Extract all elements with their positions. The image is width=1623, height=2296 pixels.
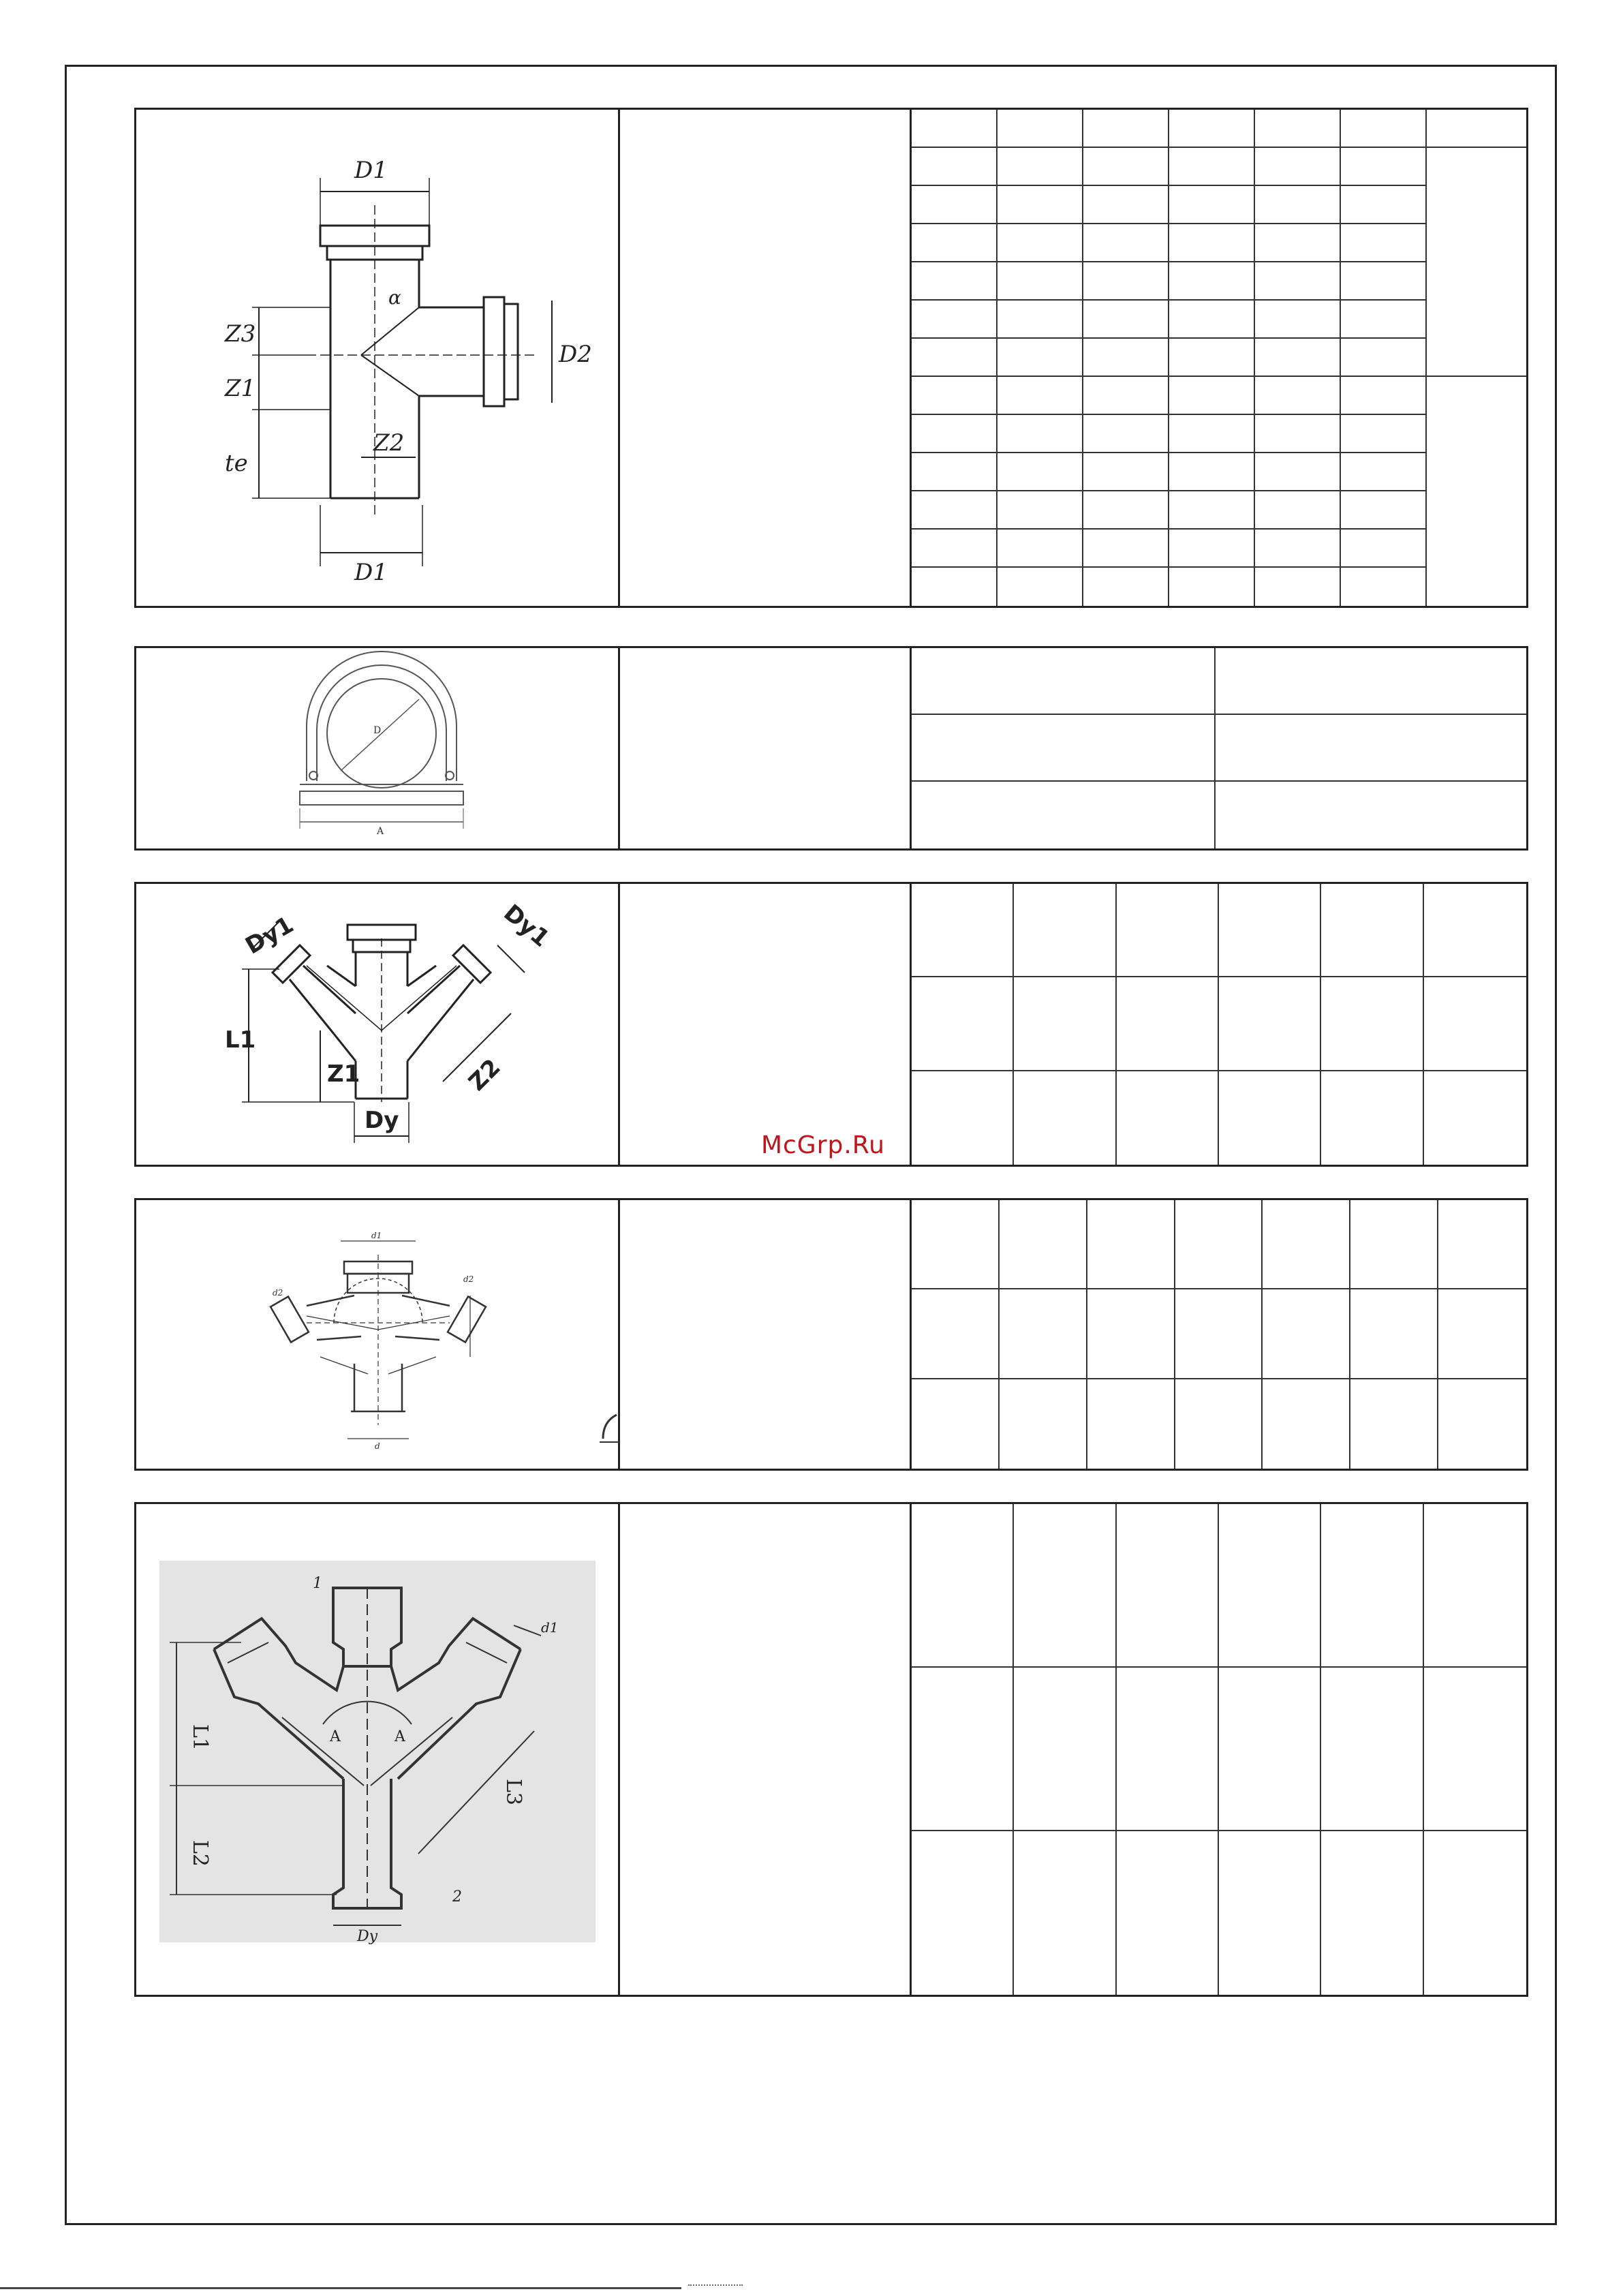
table-cell — [998, 224, 1083, 262]
table-cell — [1424, 1504, 1526, 1668]
table-cell — [1427, 110, 1526, 148]
table-cell — [1000, 1289, 1087, 1379]
table-cell — [1083, 262, 1169, 301]
tee-label-d1-top: D1 — [354, 157, 388, 184]
table-cell — [1219, 977, 1321, 1071]
cross-y-label-dy: Dy — [365, 1107, 399, 1134]
section-y-double — [134, 1502, 1528, 1997]
table-cell — [1083, 148, 1169, 186]
table-cell — [1083, 110, 1169, 148]
table-cell — [1350, 1379, 1438, 1469]
table-cell — [1219, 884, 1321, 977]
table-cell — [1169, 377, 1255, 415]
y-double-description-cell — [620, 1504, 912, 1995]
cross-small-image-cell — [136, 1200, 620, 1469]
table-cell — [998, 415, 1083, 453]
table-cell — [1321, 1071, 1423, 1165]
table-cell — [1014, 1071, 1116, 1165]
cross-small-description-cell — [620, 1200, 912, 1469]
table-cell — [1117, 1831, 1219, 1995]
table-cell — [1169, 224, 1255, 262]
tee-label-d1-bottom: D1 — [354, 559, 388, 586]
y-double-label-dy: Dy — [357, 1928, 378, 1945]
cross-y-label-l1: L1 — [225, 1026, 256, 1054]
fragment-svg — [600, 1411, 620, 1445]
table-cell — [1321, 1504, 1423, 1668]
table-cell — [1083, 415, 1169, 453]
table-cell — [912, 186, 998, 224]
cross-y-label-dy1-left: Dy1 — [241, 910, 298, 960]
table-cell — [912, 415, 998, 453]
table-cell — [1000, 1379, 1087, 1469]
table-cell — [912, 110, 998, 148]
y-double-label-l3: L3 — [501, 1779, 525, 1806]
table-cell — [1341, 491, 1427, 530]
table-cell — [912, 224, 998, 262]
table-cell — [1263, 1200, 1350, 1289]
cross-y-drawing-svg — [225, 898, 579, 1157]
section-tee — [134, 108, 1528, 608]
table-cell — [1083, 568, 1169, 606]
table-cell — [1117, 1504, 1219, 1668]
y-double-label-a-left: A — [330, 1728, 341, 1745]
table-cell — [998, 262, 1083, 301]
y-double-label-two: 2 — [452, 1888, 462, 1905]
table-cell — [1175, 1200, 1263, 1289]
table-cell — [1438, 1379, 1526, 1469]
cross-small-label-d-right: d2 — [463, 1274, 474, 1284]
table-cell — [912, 1200, 1000, 1289]
table-cell — [1321, 884, 1423, 977]
table-cell — [1169, 530, 1255, 568]
table-cell — [998, 148, 1083, 186]
watermark: McGrp.Ru — [760, 1131, 885, 1159]
table-cell — [1424, 884, 1526, 977]
table-cell — [912, 262, 998, 301]
table-cell — [1169, 415, 1255, 453]
clamp-image-cell — [136, 648, 620, 848]
table-cell — [1255, 339, 1341, 377]
tee-label-z1: Z1 — [225, 375, 256, 402]
table-cell — [1083, 453, 1169, 491]
table-cell — [912, 339, 998, 377]
tee-drawing-svg — [198, 137, 592, 587]
table-cell — [998, 453, 1083, 491]
table-cell — [1341, 415, 1427, 453]
clamp-description-cell — [620, 648, 912, 848]
table-cell — [1341, 301, 1427, 339]
y-double-label-l2: L2 — [188, 1840, 212, 1867]
y-double-label-l1: L1 — [188, 1724, 212, 1751]
table-cell — [912, 715, 1216, 782]
table-cell — [1350, 1289, 1438, 1379]
table-cell — [1341, 224, 1427, 262]
table-cell — [1014, 1504, 1116, 1668]
table-cell — [1169, 110, 1255, 148]
table-cell — [1087, 1200, 1175, 1289]
table-cell — [1175, 1379, 1263, 1469]
table-cell — [1219, 1071, 1321, 1165]
cross-y-label-z1: Z1 — [327, 1060, 360, 1088]
table-cell — [1341, 148, 1427, 186]
table-cell — [1216, 648, 1526, 715]
table-cell — [1219, 1668, 1321, 1831]
table-cell — [1263, 1379, 1350, 1469]
table-cell — [1424, 1668, 1526, 1831]
table-cell — [912, 648, 1216, 715]
table-cell — [998, 110, 1083, 148]
cross-y-drawing — [225, 898, 579, 1157]
table-cell — [1424, 1071, 1526, 1165]
clamp-drawing — [286, 652, 477, 842]
table-cell — [1169, 339, 1255, 377]
table-cell — [912, 568, 998, 606]
table-cell — [1255, 568, 1341, 606]
table-cell — [1014, 884, 1116, 977]
table-cell — [998, 301, 1083, 339]
table-cell — [1083, 491, 1169, 530]
clamp-label-a: A — [377, 826, 384, 837]
clamp-drawing-svg — [286, 652, 477, 842]
table-cell — [1424, 977, 1526, 1071]
cross-y-label-dy1-right: Dy1 — [498, 899, 555, 953]
cross-small-table — [912, 1200, 1526, 1469]
section-clamp — [134, 646, 1528, 851]
table-cell — [1169, 568, 1255, 606]
table-cell — [1014, 1831, 1116, 1995]
table-cell — [912, 1289, 1000, 1379]
tee-image-cell — [136, 110, 620, 606]
table-cell — [1341, 186, 1427, 224]
tee-label-alpha: α — [388, 286, 401, 309]
table-cell — [912, 884, 1014, 977]
cross-y-description-cell — [620, 884, 912, 1165]
table-cell — [1341, 377, 1427, 415]
table-cell — [1255, 491, 1341, 530]
tee-label-d2: D2 — [559, 341, 592, 368]
table-cell — [1083, 186, 1169, 224]
table-cell — [998, 377, 1083, 415]
table-cell — [1169, 453, 1255, 491]
table-cell — [1117, 977, 1219, 1071]
cross-small-drawing-svg — [259, 1221, 497, 1452]
y-double-label-one: 1 — [313, 1575, 322, 1592]
table-cell — [912, 1668, 1014, 1831]
cross-y-image-cell — [136, 884, 620, 1165]
tee-label-z2: Z2 — [373, 429, 405, 457]
table-cell — [1255, 186, 1341, 224]
table-cell — [998, 530, 1083, 568]
table-cell — [1087, 1289, 1175, 1379]
tee-table — [912, 110, 1526, 606]
cross-y-label-z2: Z2 — [463, 1054, 506, 1097]
table-cell — [1014, 977, 1116, 1071]
cross-small-label-d-top: d1 — [371, 1231, 382, 1240]
y-double-image-cell — [136, 1504, 620, 1995]
table-cell — [1083, 530, 1169, 568]
table-cell — [1341, 453, 1427, 491]
table-cell — [1219, 1504, 1321, 1668]
table-cell — [912, 1831, 1014, 1995]
table-cell — [912, 1379, 1000, 1469]
table-cell — [1321, 977, 1423, 1071]
table-cell — [1117, 1668, 1219, 1831]
table-cell — [1255, 377, 1341, 415]
table-cell — [1255, 415, 1341, 453]
table-cell — [1083, 339, 1169, 377]
footer-line — [0, 2287, 681, 2289]
table-cell — [1350, 1200, 1438, 1289]
section-cross-y — [134, 882, 1528, 1167]
table-cell — [1083, 224, 1169, 262]
table-cell — [1255, 301, 1341, 339]
y-double-drawing-svg — [159, 1561, 596, 1945]
table-cell — [912, 453, 998, 491]
table-cell — [1341, 262, 1427, 301]
table-cell — [1083, 377, 1169, 415]
table-cell — [998, 568, 1083, 606]
table-cell — [1424, 1831, 1526, 1995]
table-cell — [1169, 491, 1255, 530]
table-cell — [1255, 262, 1341, 301]
table-cell — [1169, 186, 1255, 224]
table-cell — [1169, 301, 1255, 339]
table-cell — [1216, 715, 1526, 782]
cross-small-label-d-left: d2 — [273, 1288, 283, 1298]
table-cell — [1175, 1289, 1263, 1379]
table-cell — [1169, 262, 1255, 301]
y-double-label-d1: d1 — [541, 1619, 559, 1636]
cross-y-table — [912, 884, 1526, 1165]
table-cell — [912, 377, 998, 415]
table-cell — [1321, 1831, 1423, 1995]
y-double-drawing — [159, 1561, 596, 1945]
table-cell — [1321, 1668, 1423, 1831]
section-cross-small — [134, 1198, 1528, 1471]
table-cell — [912, 301, 998, 339]
table-cell — [912, 530, 998, 568]
footer-dotted-mark — [688, 2284, 743, 2291]
cross-small-label-d-bottom: d — [375, 1441, 380, 1451]
table-cell — [1117, 1071, 1219, 1165]
table-cell — [1263, 1289, 1350, 1379]
table-cell — [912, 977, 1014, 1071]
table-cell — [1341, 568, 1427, 606]
table-cell — [1117, 884, 1219, 977]
table-cell — [912, 1071, 1014, 1165]
table-cell — [998, 186, 1083, 224]
tee-label-te: te — [225, 450, 248, 477]
table-cell-merged — [1427, 377, 1526, 606]
table-cell — [1255, 530, 1341, 568]
table-cell — [1438, 1289, 1526, 1379]
table-cell — [1087, 1379, 1175, 1469]
clamp-table — [912, 648, 1526, 848]
cross-small-drawing — [259, 1221, 497, 1452]
table-cell-merged — [1427, 148, 1526, 377]
table-cell — [912, 782, 1216, 848]
table-cell — [1341, 339, 1427, 377]
table-cell — [912, 491, 998, 530]
clamp-label-d: D — [373, 725, 382, 736]
table-cell — [1169, 148, 1255, 186]
tee-drawing — [198, 137, 592, 587]
table-cell — [1255, 110, 1341, 148]
table-cell — [1000, 1200, 1087, 1289]
table-cell — [998, 491, 1083, 530]
table-cell — [912, 148, 998, 186]
table-cell — [998, 339, 1083, 377]
table-cell — [1083, 301, 1169, 339]
table-cell — [1014, 1668, 1116, 1831]
table-cell — [912, 1504, 1014, 1668]
table-cell — [1438, 1200, 1526, 1289]
table-cell — [1255, 224, 1341, 262]
y-double-label-a-right: A — [395, 1728, 405, 1745]
table-cell — [1341, 110, 1427, 148]
cross-small-fragment — [600, 1411, 620, 1445]
tee-description-cell — [620, 110, 912, 606]
table-cell — [1216, 782, 1526, 848]
table-cell — [1255, 148, 1341, 186]
y-double-table — [912, 1504, 1526, 1995]
table-cell — [1219, 1831, 1321, 1995]
table-cell — [1341, 530, 1427, 568]
tee-label-z3: Z3 — [225, 320, 256, 348]
table-cell — [1255, 453, 1341, 491]
